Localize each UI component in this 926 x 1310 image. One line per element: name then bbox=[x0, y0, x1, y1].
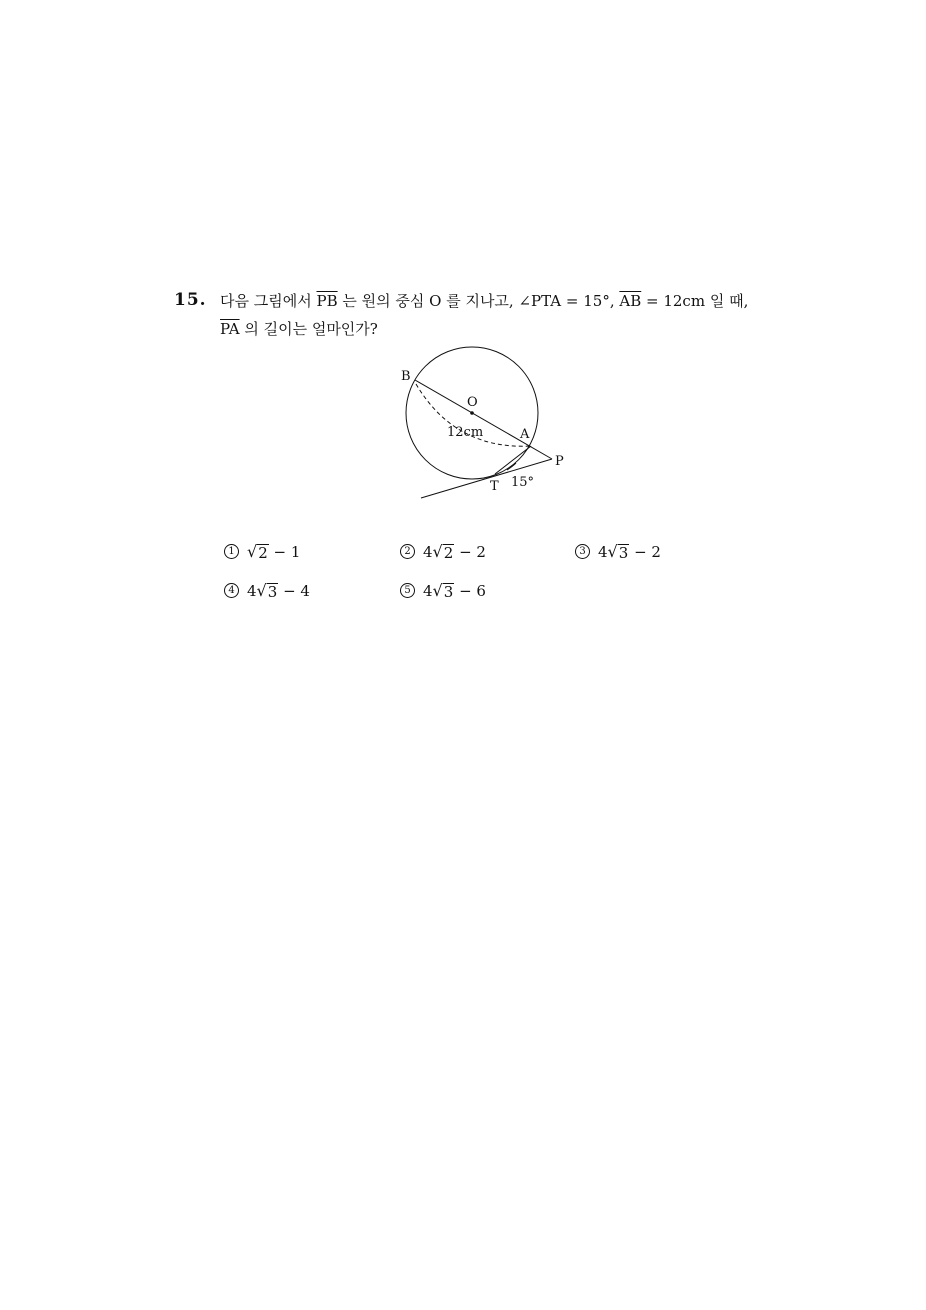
choice-expression: 4 √ 2 − 2 bbox=[423, 542, 486, 562]
chord-ta bbox=[495, 446, 531, 474]
choice-1[interactable] bbox=[224, 542, 300, 561]
line-bp bbox=[415, 380, 552, 459]
choice-marker: 5 bbox=[400, 583, 415, 598]
choice-marker: 4 bbox=[224, 583, 239, 598]
question-text: = 12cm 일 때, bbox=[641, 292, 749, 310]
label-angle: 15° bbox=[511, 475, 535, 490]
label-b: B bbox=[401, 369, 411, 384]
sqrt-symbol: √ 2 bbox=[432, 542, 454, 562]
sqrt-symbol: √ 3 bbox=[256, 581, 278, 601]
label-o: O bbox=[467, 395, 478, 410]
choice-expression: 4 √ 3 − 6 bbox=[423, 581, 486, 601]
label-t: T bbox=[490, 479, 499, 494]
geometry-diagram bbox=[395, 340, 575, 505]
center-dot bbox=[470, 411, 474, 415]
choice-5[interactable] bbox=[400, 581, 486, 600]
choice-marker: 1 bbox=[224, 544, 239, 559]
label-p: P bbox=[555, 454, 564, 469]
sqrt-symbol: √ 2 bbox=[247, 542, 268, 562]
question-line-1 bbox=[220, 290, 748, 311]
choice-marker: 3 bbox=[575, 544, 590, 559]
choice-4[interactable] bbox=[224, 581, 310, 600]
choice-expression: 4 √ 3 − 2 bbox=[598, 542, 661, 562]
choice-expression: 4 √ 3 − 4 bbox=[247, 581, 310, 601]
segment-pa: $\overline{PA}$ bbox=[220, 320, 240, 338]
segment-pb: $\overline{PB}$ bbox=[316, 292, 338, 310]
question-number: 15. bbox=[174, 290, 207, 310]
label-a: A bbox=[520, 427, 530, 442]
question-text: 다음 그림에서 bbox=[220, 292, 317, 310]
question-text: 의 길이는 얼마인가? bbox=[239, 320, 378, 338]
choice-expression: √ 2 − 1 bbox=[247, 542, 301, 562]
choice-3[interactable] bbox=[575, 542, 661, 561]
sqrt-symbol: √ 3 bbox=[607, 542, 629, 562]
geometry-figure bbox=[395, 340, 575, 505]
choice-2[interactable] bbox=[400, 542, 486, 561]
segment-ab: $\overline{AB}$ bbox=[619, 292, 642, 310]
label-length: 12cm bbox=[447, 425, 484, 440]
question-text: 는 원의 중심 O 를 지나고, ∠PTA = 15°, bbox=[337, 292, 620, 310]
choice-marker: 2 bbox=[400, 544, 415, 559]
sqrt-symbol: √ 3 bbox=[432, 581, 454, 601]
question-line-2 bbox=[220, 318, 378, 339]
